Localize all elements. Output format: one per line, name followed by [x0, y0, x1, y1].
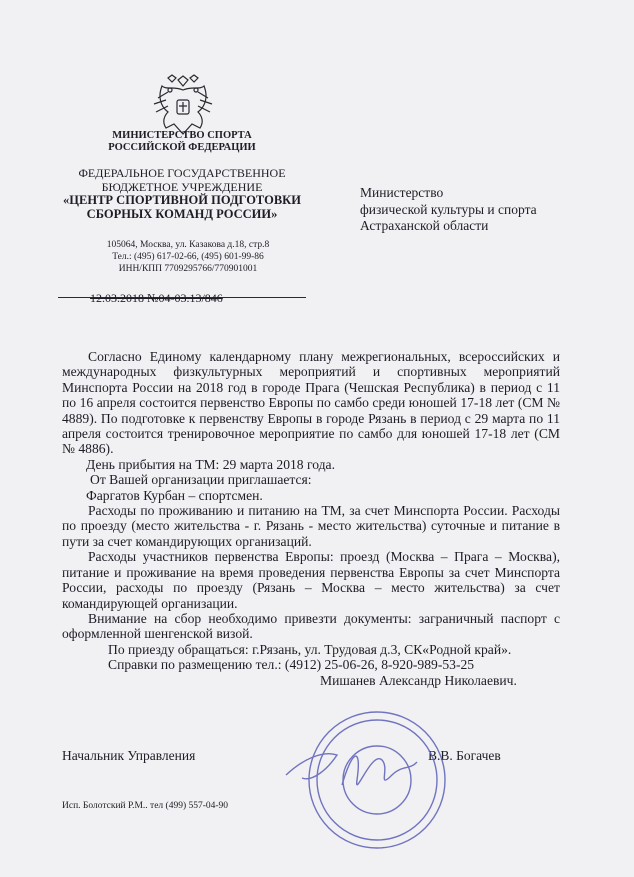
organization-name: [50, 167, 314, 221]
organization-contacts: [80, 239, 296, 275]
org-line-3: «ЦЕНТР СПОРТИВНОЙ ПОДГОТОВКИ: [63, 193, 301, 207]
paragraph-athlete: Фаргатов Курбан – спортсмен.: [86, 487, 263, 503]
signer-position: Начальник Управления: [62, 748, 196, 763]
ministry-name: [84, 130, 280, 154]
inn-kpp: ИНН/КПП 7709295766/770901001: [118, 264, 258, 274]
paragraph-1: Согласно Единому календарному плану межрегиональных, всероссийских и международных физкультурных мероприятий и спортивных мероприятий Минспорта России на 2018 год в городе Прага (Чешская Республика) в период с 11 по 16 апреля состоится первенство Европы по самбо среди юношей 17-18 лет (СМ № 4889). По подготовке к первенству Европы в городе Рязань в период с 29 марта по 11 апреля состоится тренировочное мероприятие по самбо для юношей 17-18 лет (СМ № 4886).: [62, 349, 560, 457]
recipient-line-2: физической культуры и спорта: [360, 201, 537, 217]
paragraph-contact-address: По приезду обращаться: г.Рязань, ул. Трудовая д.3, СК«Родной край».: [108, 641, 512, 657]
org-line-1: ФЕДЕРАЛЬНОЕ ГОСУДАРСТВЕННОЕ: [78, 166, 286, 180]
org-line-2: БЮДЖЕТНОЕ УЧРЕЖДЕНИЕ: [101, 179, 263, 194]
paragraph-documents: Внимание на сбор необходимо привезти документы: заграничный паспорт с оформленной шенгенской визой.: [62, 610, 560, 642]
paragraph-arrival: День прибытия на ТМ: 29 марта 2018 года.: [86, 456, 335, 472]
paragraph-contact-person: Мишанев Александр Николаевич.: [320, 672, 517, 688]
recipient-line-3: Астраханской области: [360, 218, 489, 233]
org-line-4: СБОРНЫХ КОМАНД РОССИИ»: [86, 206, 278, 221]
address: 105064, Москва, ул. Казакова д.18, стр.8: [106, 240, 270, 250]
paragraph-contact-phone: Справки по размещению тел.: (4912) 25-06-26, 8-920-989-53-25: [108, 657, 475, 673]
ministry-line-1: МИНИСТЕРСТВО СПОРТА: [112, 130, 252, 141]
signer-name: В.В. Богачев: [428, 748, 501, 763]
ministry-line-2: РОССИЙСКОЙ ФЕДЕРАЦИИ: [108, 142, 256, 153]
round-stamp-icon: [282, 690, 452, 860]
paragraph-expenses-europe: Расходы участников первенства Европы: проезд (Москва – Прага – Москва), питание и проживание на время проведения первенства Европы за счет Минспорта России, расходы по проезду (Рязань – Москва – место жительства) за счет командирующей организации.: [62, 549, 560, 611]
registration-number: 12.03.2018 №04-03.13/846: [90, 291, 223, 305]
paragraph-invited: От Вашей организации приглашается:: [90, 472, 312, 488]
recipient-block: [360, 185, 537, 235]
phones: Тел.: (495) 617-02-66, (495) 601-99-86: [112, 252, 264, 262]
executor-info: Исп. Болотский Р.М.. тел (499) 557-04-90: [62, 801, 229, 811]
letter-body: [62, 349, 560, 688]
recipient-line-1: Министерство: [360, 185, 444, 200]
paragraph-expenses-tm: Расходы по проживанию и питанию на ТМ, за счет Минспорта России. Расходы по проезду (место жительства - г. Рязань - место жительства) суточные и питание в пути за счет командирующих организаций.: [62, 503, 560, 549]
